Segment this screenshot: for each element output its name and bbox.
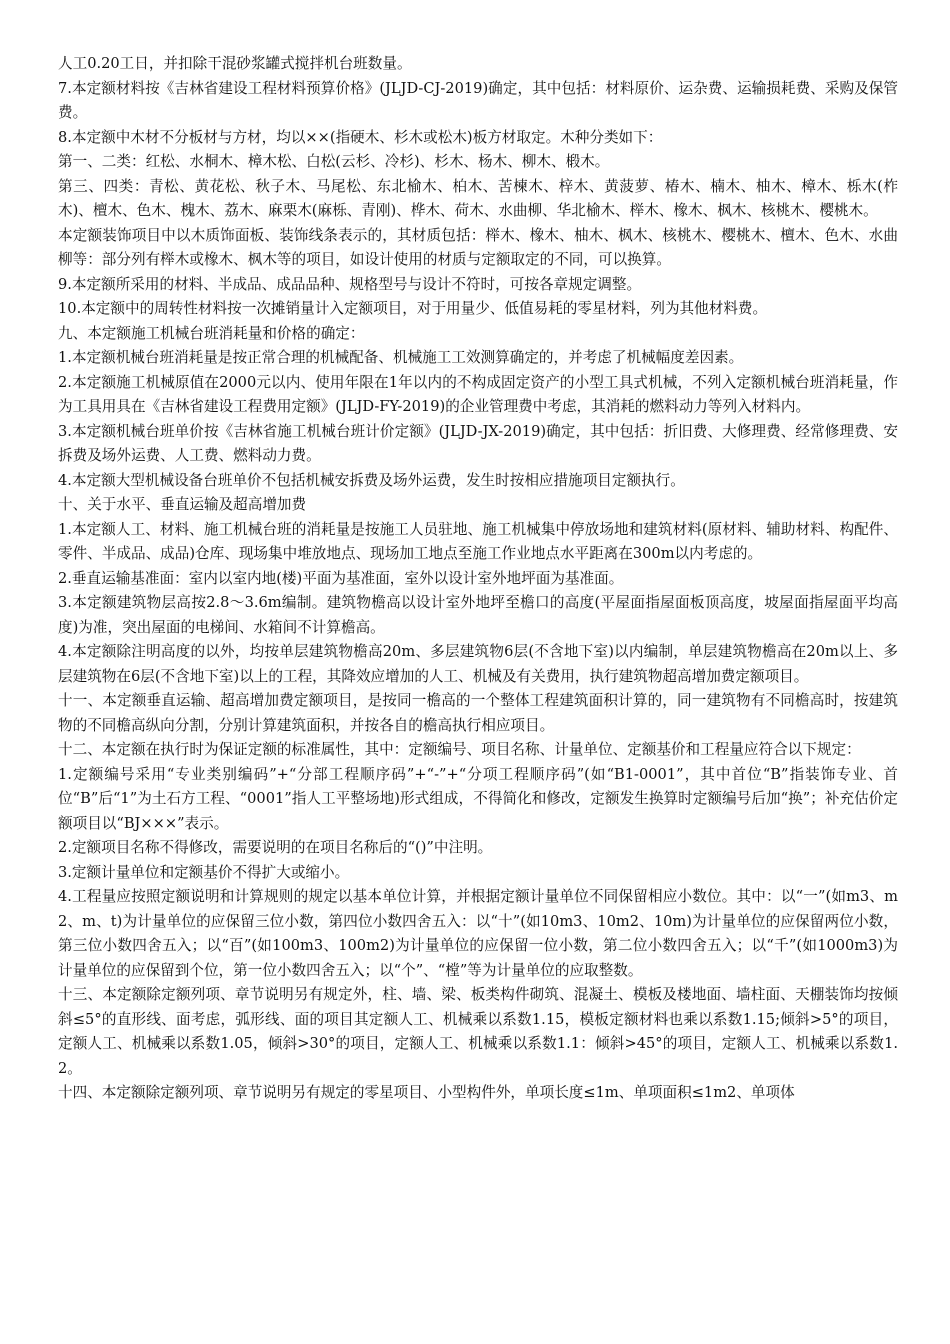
- section-paragraph: 十二、本定额在执行时为保证定额的标准属性，其中：定额编号、项目名称、计量单位、定额基价和工程量应符合以下规定：: [58, 741, 861, 758]
- paragraph: 7.本定额材料按《吉林省建设工程材料预算价格》(JLJD-CJ-2019)确定，其中包括：材料原价、运杂费、运输损耗费、采购及保管费。: [58, 79, 898, 121]
- paragraph: 人工0.20工日，并扣除干混砂浆罐式搅拌机台班数量。: [58, 55, 412, 72]
- section-paragraph: 十四、本定额除定额列项、章节说明另有规定的零星项目、小型构件外，单项长度≤1m、单项面积≤1m2、单项体: [58, 1084, 795, 1101]
- section-paragraph: 十三、本定额除定额列项、章节说明另有规定外，柱、墙、梁、板类构件砌筑、混凝土、模板及楼地面、墙柱面、天棚装饰均按倾斜≤5°的直形线、面考虑，弧形线、面的项目其定额人工、机械乘以系数1.15，模板定额材料也乘以系数1.15;倾斜>5°的项目，定额人工、机械乘以系数1.05，倾斜>30°的项目，定额人工、机械乘以系数1.1：倾斜>45°的项目，定额人工、机械乘以系数1.2。: [58, 986, 898, 1077]
- paragraph: 第一、二类：红松、水桐木、樟木松、白松(云杉、冷杉)、杉木、杨木、柳木、椴木。: [58, 153, 610, 170]
- paragraph: 第三、四类：青松、黄花松、秋子木、马尾松、东北榆木、柏木、苦楝木、梓木、黄菠萝、椿木、楠木、柚木、樟木、栎木(柞木)、檀木、色木、槐木、荔木、麻栗木(麻栎、青刚)、桦木、荷木、水曲柳、华北榆木、榉木、橡木、枫木、核桃木、樱桃木。: [58, 177, 898, 219]
- paragraph: 1.本定额机械台班消耗量是按正常合理的机械配备、机械施工工效测算确定的，并考虑了机械幅度差因素。: [58, 349, 744, 366]
- paragraph: 2.定额项目名称不得修改，需要说明的在项目名称后的“()”中注明。: [58, 839, 493, 856]
- paragraph: 4.本定额大型机械设备台班单价不包括机械安拆费及场外运费，发生时按相应措施项目定额执行。: [58, 471, 685, 489]
- paragraph: 8.本定额中木材不分板材与方材，均以××(指硬木、杉木或松木)板方材取定。木种分类如下：: [58, 128, 663, 146]
- paragraph: 10.本定额中的周转性材料按一次摊销量计入定额项目，对于用量少、低值易耗的零星材料，列为其他材料费。: [58, 300, 768, 317]
- section-paragraph: 十一、本定额垂直运输、超高增加费定额项目，是按同一檐高的一个整体工程建筑面积计算的，同一建筑物有不同檐高时，按建筑物的不同檐高纵向分割，分别计算建筑面积，并按各自的檐高执行相应项目。: [58, 692, 898, 734]
- paragraph: 3.本定额建筑物层高按2.8～3.6m编制。建筑物檐高以设计室外地坪至檐口的高度(平屋面指屋面板顶高度，坡屋面指屋面平均高度)为准，突出屋面的电梯间、水箱间不计算檐高。: [58, 594, 898, 636]
- paragraph: 3.本定额机械台班单价按《吉林省施工机械台班计价定额》(JLJD-JX-2019)确定，其中包括：折旧费、大修理费、经常修理费、安拆费及场外运费、人工费、燃料动力费。: [58, 422, 898, 464]
- paragraph: 3.定额计量单位和定额基价不得扩大或缩小。: [58, 863, 350, 881]
- paragraph: 1.本定额人工、材料、施工机械台班的消耗量是按施工人员驻地、施工机械集中停放场地和建筑材料(原材料、辅助材料、构配件、零件、半成品、成品)仓库、现场集中堆放地点、现场加工地点至施工作业地点水平距离在300m以内考虑的。: [58, 520, 898, 562]
- paragraph: 4.本定额除注明高度的以外，均按单层建筑物檐高20m、多层建筑物6层(不含地下室)以内编制，单层建筑物檐高在20m以上、多层建筑物在6层(不含地下室)以上的工程，其降效应增加的人工、机械及有关费用，执行建筑物超高增加费定额项目。: [58, 643, 898, 685]
- section-heading: 九、本定额施工机械台班消耗量和价格的确定：: [58, 324, 365, 342]
- paragraph: 1.定额编号采用“专业类别编码”+“分部工程顺序码”+“-”+“分项工程顺序码”(如“B1-0001”，其中首位“B”指装饰专业、首位“B”后“1”为土石方工程、“0001”指人工平整场地)形式组成，不得简化和修改，定额发生换算时定额编号后加“换”；补充估价定额项目以“BJ×××”表示。: [58, 765, 898, 832]
- paragraph: 2.本定额施工机械原值在2000元以内、使用年限在1年以内的不构成固定资产的小型工具式机械，不列入定额机械台班消耗量，作为工具用具在《吉林省建设工程费用定额》(JLJD-FY-2019)的企业管理费中考虑，其消耗的燃料动力等列入材料内。: [58, 373, 898, 415]
- paragraph: 9.本定额所采用的材料、半成品、成品品种、规格型号与设计不符时，可按各章规定调整。: [58, 275, 642, 293]
- paragraph: 2.垂直运输基准面：室内以室内地(楼)平面为基准面，室外以设计室外地坪面为基准面。: [58, 569, 624, 587]
- paragraph: 本定额装饰项目中以木质饰面板、装饰线条表示的，其材质包括：榉木、橡木、柚木、枫木、核桃木、樱桃木、檀木、色木、水曲柳等：部分列有榉木或橡木、枫木等的项目，如设计使用的材质与定额取定的不同，可以换算。: [58, 226, 898, 268]
- paragraph: 4.工程量应按照定额说明和计算规则的规定以基本单位计算，并根据定额计量单位不同保留相应小数位。其中：以“一”(如m3、m2、m、t)为计量单位的应保留三位小数，第四位小数四舍五入：以“十”(如10m3、10m2、10m)为计量单位的应保留两位小数，第三位小数四舍五入；以“百”(如100m3、100m2)为计量单位的应保留一位小数，第二位小数四舍五入；以“千”(如1000m3)为计量单位的应保留到个位，第一位小数四舍五入；以“个”、“樘”等为计量单位的应取整数。: [58, 888, 898, 979]
- section-heading: 十、关于水平、垂直运输及超高增加费: [58, 496, 307, 513]
